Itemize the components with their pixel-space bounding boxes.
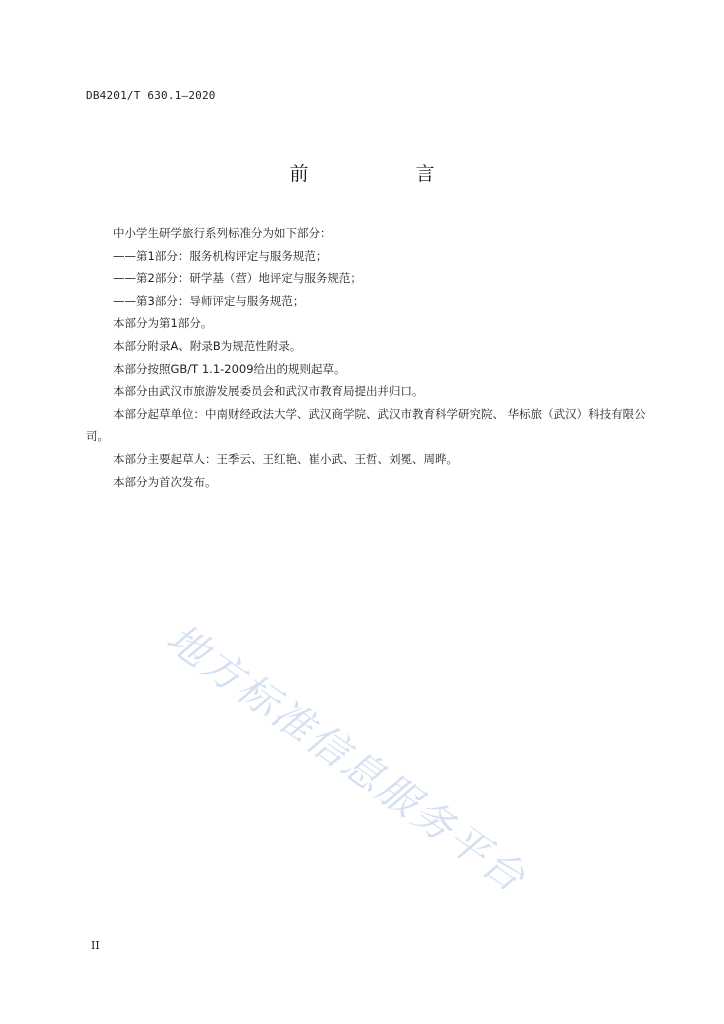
paragraph-drafting-rules: 本部分按照GB/T 1.1-2009给出的规则起草。: [113, 361, 346, 376]
paragraph-drafting-units: 本部分起草单位：中南财经政法大学、武汉商学院、武汉市教育科学研究院、 华标旅（武汉）科技有限公司。: [86, 406, 646, 444]
paragraph-first-release: 本部分为首次发布。: [113, 474, 217, 489]
section-title: 前 言: [289, 163, 479, 185]
document-code: DB4201/T 630.1—2020: [86, 89, 216, 102]
paragraph-part-2: ——第2部分：研学基（营）地评定与服务规范；: [113, 271, 362, 286]
paragraph-part-3: ——第3部分：导师评定与服务规范；: [113, 293, 305, 308]
paragraph-drafters: 本部分主要起草人：王季云、王红艳、崔小武、王哲、刘冕、周晔。: [113, 451, 458, 466]
watermark-text: 地方标准信息服务平台: [158, 615, 535, 903]
page-number: II: [91, 939, 100, 952]
paragraph-appendix: 本部分附录A、附录B为规范性附录。: [113, 338, 302, 353]
paragraph-part-1: ——第1部分：服务机构评定与服务规范；: [113, 248, 328, 263]
paragraph-this-part: 本部分为第1部分。: [113, 316, 213, 331]
paragraph-proposed-by: 本部分由武汉市旅游发展委员会和武汉市教育局提出并归口。: [113, 384, 424, 399]
paragraph-series-intro: 中小学生研学旅行系列标准分为如下部分：: [113, 226, 332, 240]
foreword-body: [86, 222, 660, 493]
